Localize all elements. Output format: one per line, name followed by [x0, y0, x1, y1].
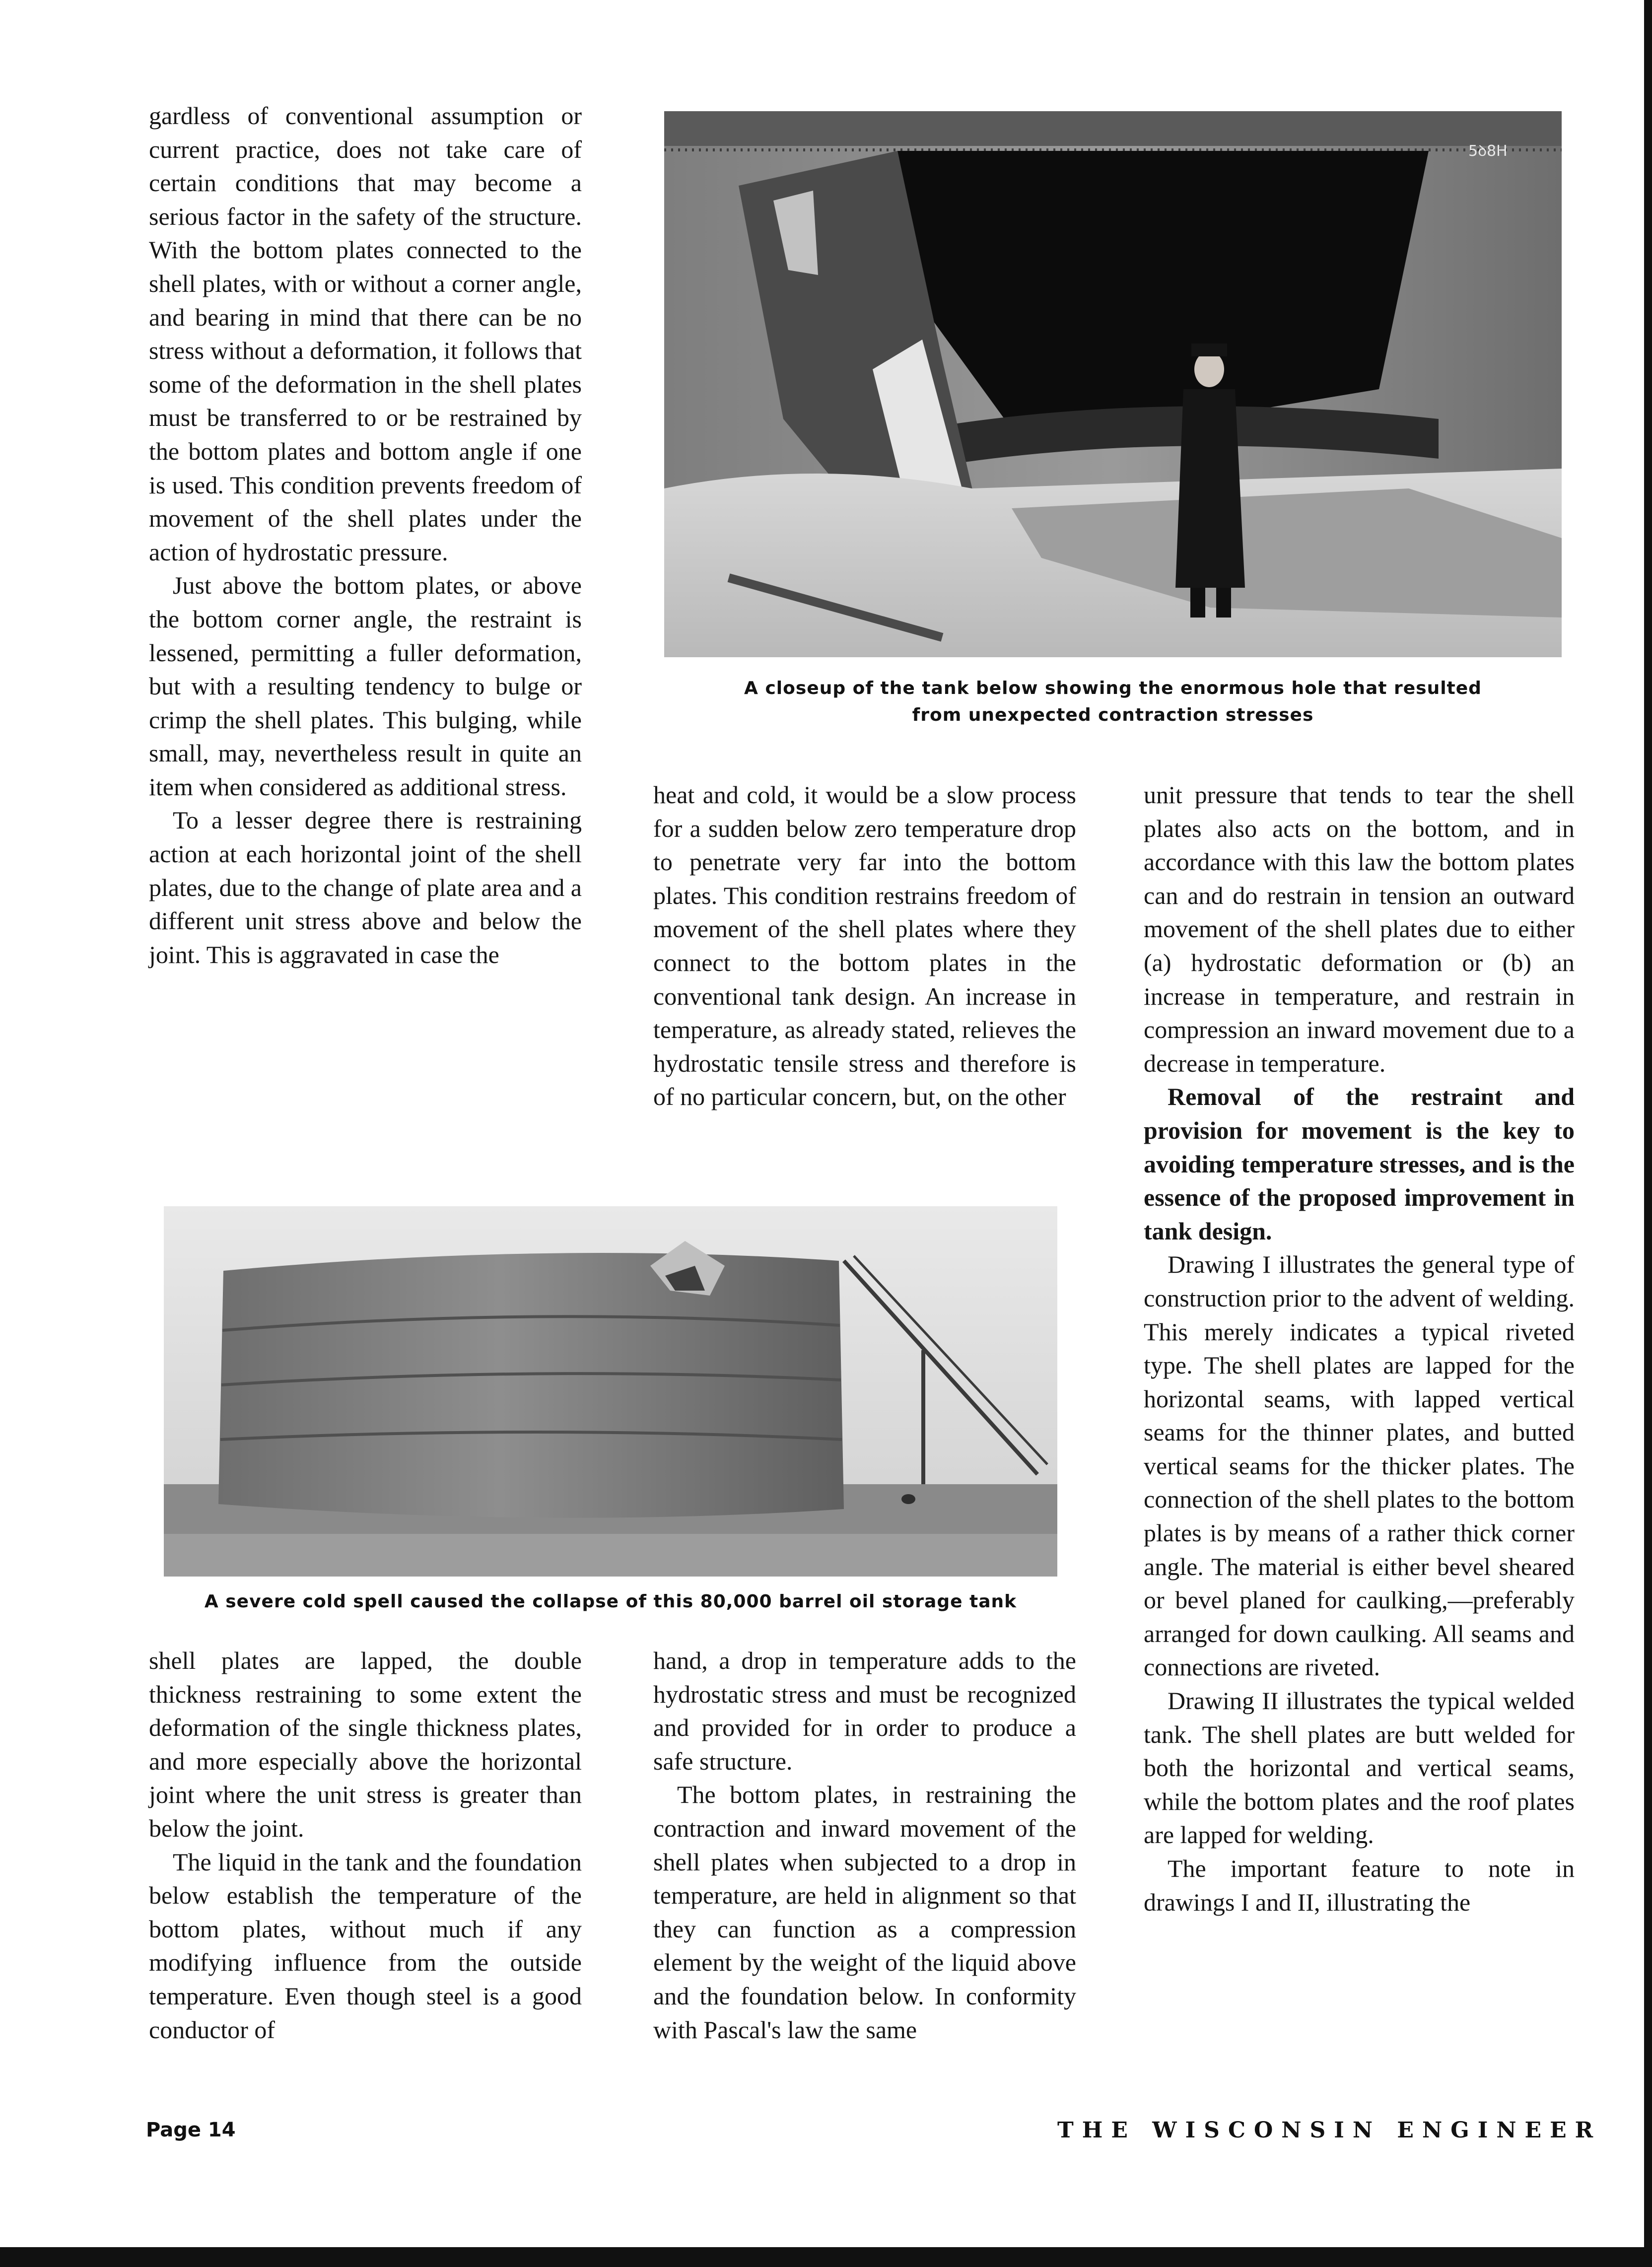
bottom-photo-caption: [164, 1588, 1057, 1615]
tank-hole-closeup-photo: [664, 111, 1562, 657]
collapsed-tank-photo: [164, 1206, 1057, 1577]
middle-column-upper: [653, 778, 1076, 1114]
top-photo-caption: [664, 675, 1562, 729]
paragraph: shell plates are lapped, the double thickness restraining to some extent the deformation of the single thickness plates, and more especially above the horizontal joint where the unit stress is greater than below the joint.: [149, 1647, 582, 1842]
paragraph: The liquid in the tank and the foundation below establish the temperature of the bottom plates, without much if any modifying influence from the outside temperature. Even though steel is a good conductor of: [149, 1848, 582, 2044]
bold-paragraph: Removal of the restraint and provision for movement is the key to avoiding temperature stresses, and is the essence of the proposed improvement in tank design.: [1144, 1083, 1575, 1245]
bottom-photo-caption-text: A severe cold spell caused the collapse of this 80,000 barrel oil storage tank: [204, 1591, 1017, 1612]
tank-hole-photo-drawing: [664, 111, 1562, 657]
paragraph: hand, a drop in temperature adds to the hydrostatic stress and must be recognized and provided for in order to produce a safe structure.: [653, 1647, 1076, 1775]
paragraph: Just above the bottom plates, or above the bottom corner angle, the restraint is lessened, permitting a fuller deformation, but with a resulting tendency to bulge or crimp the shell plates. This bulging, while small, may, nevertheless result in quite an item when considered as additional stress.: [149, 571, 582, 801]
top-photo-caption-line-2: from unexpected contraction stresses: [912, 705, 1314, 725]
top-photo-caption-line-1: A closeup of the tank below showing the enormous hole that resulted: [744, 678, 1482, 698]
left-column-lower: [149, 1644, 582, 2047]
collapsed-tank-photo-drawing: [164, 1206, 1057, 1577]
left-column-upper: [149, 99, 582, 971]
paragraph: Drawing I illustrates the general type of construction prior to the advent of welding. This merely indicates a typical riveted type. The shell plates are lapped for the horizontal seams, with lapped vertical seams for the thinner plates, and butted vertical seams for the thicker plates. The connection of the shell plates to the bottom plates is by means of a rather thick corner angle. The material is either bevel sheared or bevel planed for caulking,—preferably arranged for down caulking. All seams and connections are riveted.: [1144, 1250, 1575, 1681]
paragraph: The bottom plates, in restraining the contraction and inward movement of the shell plates when subjected to a drop in temperature, are held in alignment so that they can function as a compression element by the weight of the liquid above and the foundation below. In conformity with Pascal's law the same: [653, 1781, 1076, 2044]
right-column: [1144, 778, 1575, 1919]
middle-column-lower: [653, 1644, 1076, 2047]
paragraph: Drawing II illustrates the typical welded tank. The shell plates are butt welded for both the horizontal and vertical seams, while the bottom plates and the roof plates are lapped for welding.: [1144, 1687, 1575, 1849]
scan-edge-right: [1644, 0, 1652, 2267]
paragraph: gardless of conventional assumption or current practice, does not take care of certain conditions that may become a serious factor in the safety of the structure. With the bottom plates connected to the shell plates, with or without a corner angle, and bearing in mind that there can be no stress without a deformation, it follows that some of the deformation in the shell plates must be transferred to or be restrained by the bottom plates and bottom angle if one is used. This condition prevents freedom of movement of the shell plates under the action of hydrostatic pressure.: [149, 102, 582, 566]
publication-name: THE WISCONSIN ENGINEER: [1057, 2118, 1602, 2143]
page-number: Page 14: [146, 2119, 236, 2141]
paragraph: The important feature to note in drawings I and II, illustrating the: [1144, 1855, 1575, 1916]
paragraph: To a lesser degree there is restraining action at each horizontal joint of the shell plates, due to the change of plate area and a different unit stress above and below the joint. This is aggravated in case the: [149, 806, 582, 968]
paragraph: heat and cold, it would be a slow process for a sudden below zero temperature drop to penetrate very far into the bottom plates. This condition restrains freedom of movement of the shell plates where they connect to the bottom plates in the conventional tank design. An increase in temperature, as already stated, relieves the hydrostatic tensile stress and therefore is of no particular concern, but, on the other: [653, 781, 1076, 1111]
scan-edge-bottom: [0, 2247, 1652, 2267]
paragraph: unit pressure that tends to tear the shell plates also acts on the bottom, and in accordance with this law the bottom plates can and do restrain in tension an outward movement of the shell plates due to either (a) hydrostatic deformation or (b) an increase in temperature, and restrain in compression an inward movement due to a decrease in temperature.: [1144, 781, 1575, 1077]
photo-scribble-text: 5ꝺ8H: [1468, 142, 1508, 160]
